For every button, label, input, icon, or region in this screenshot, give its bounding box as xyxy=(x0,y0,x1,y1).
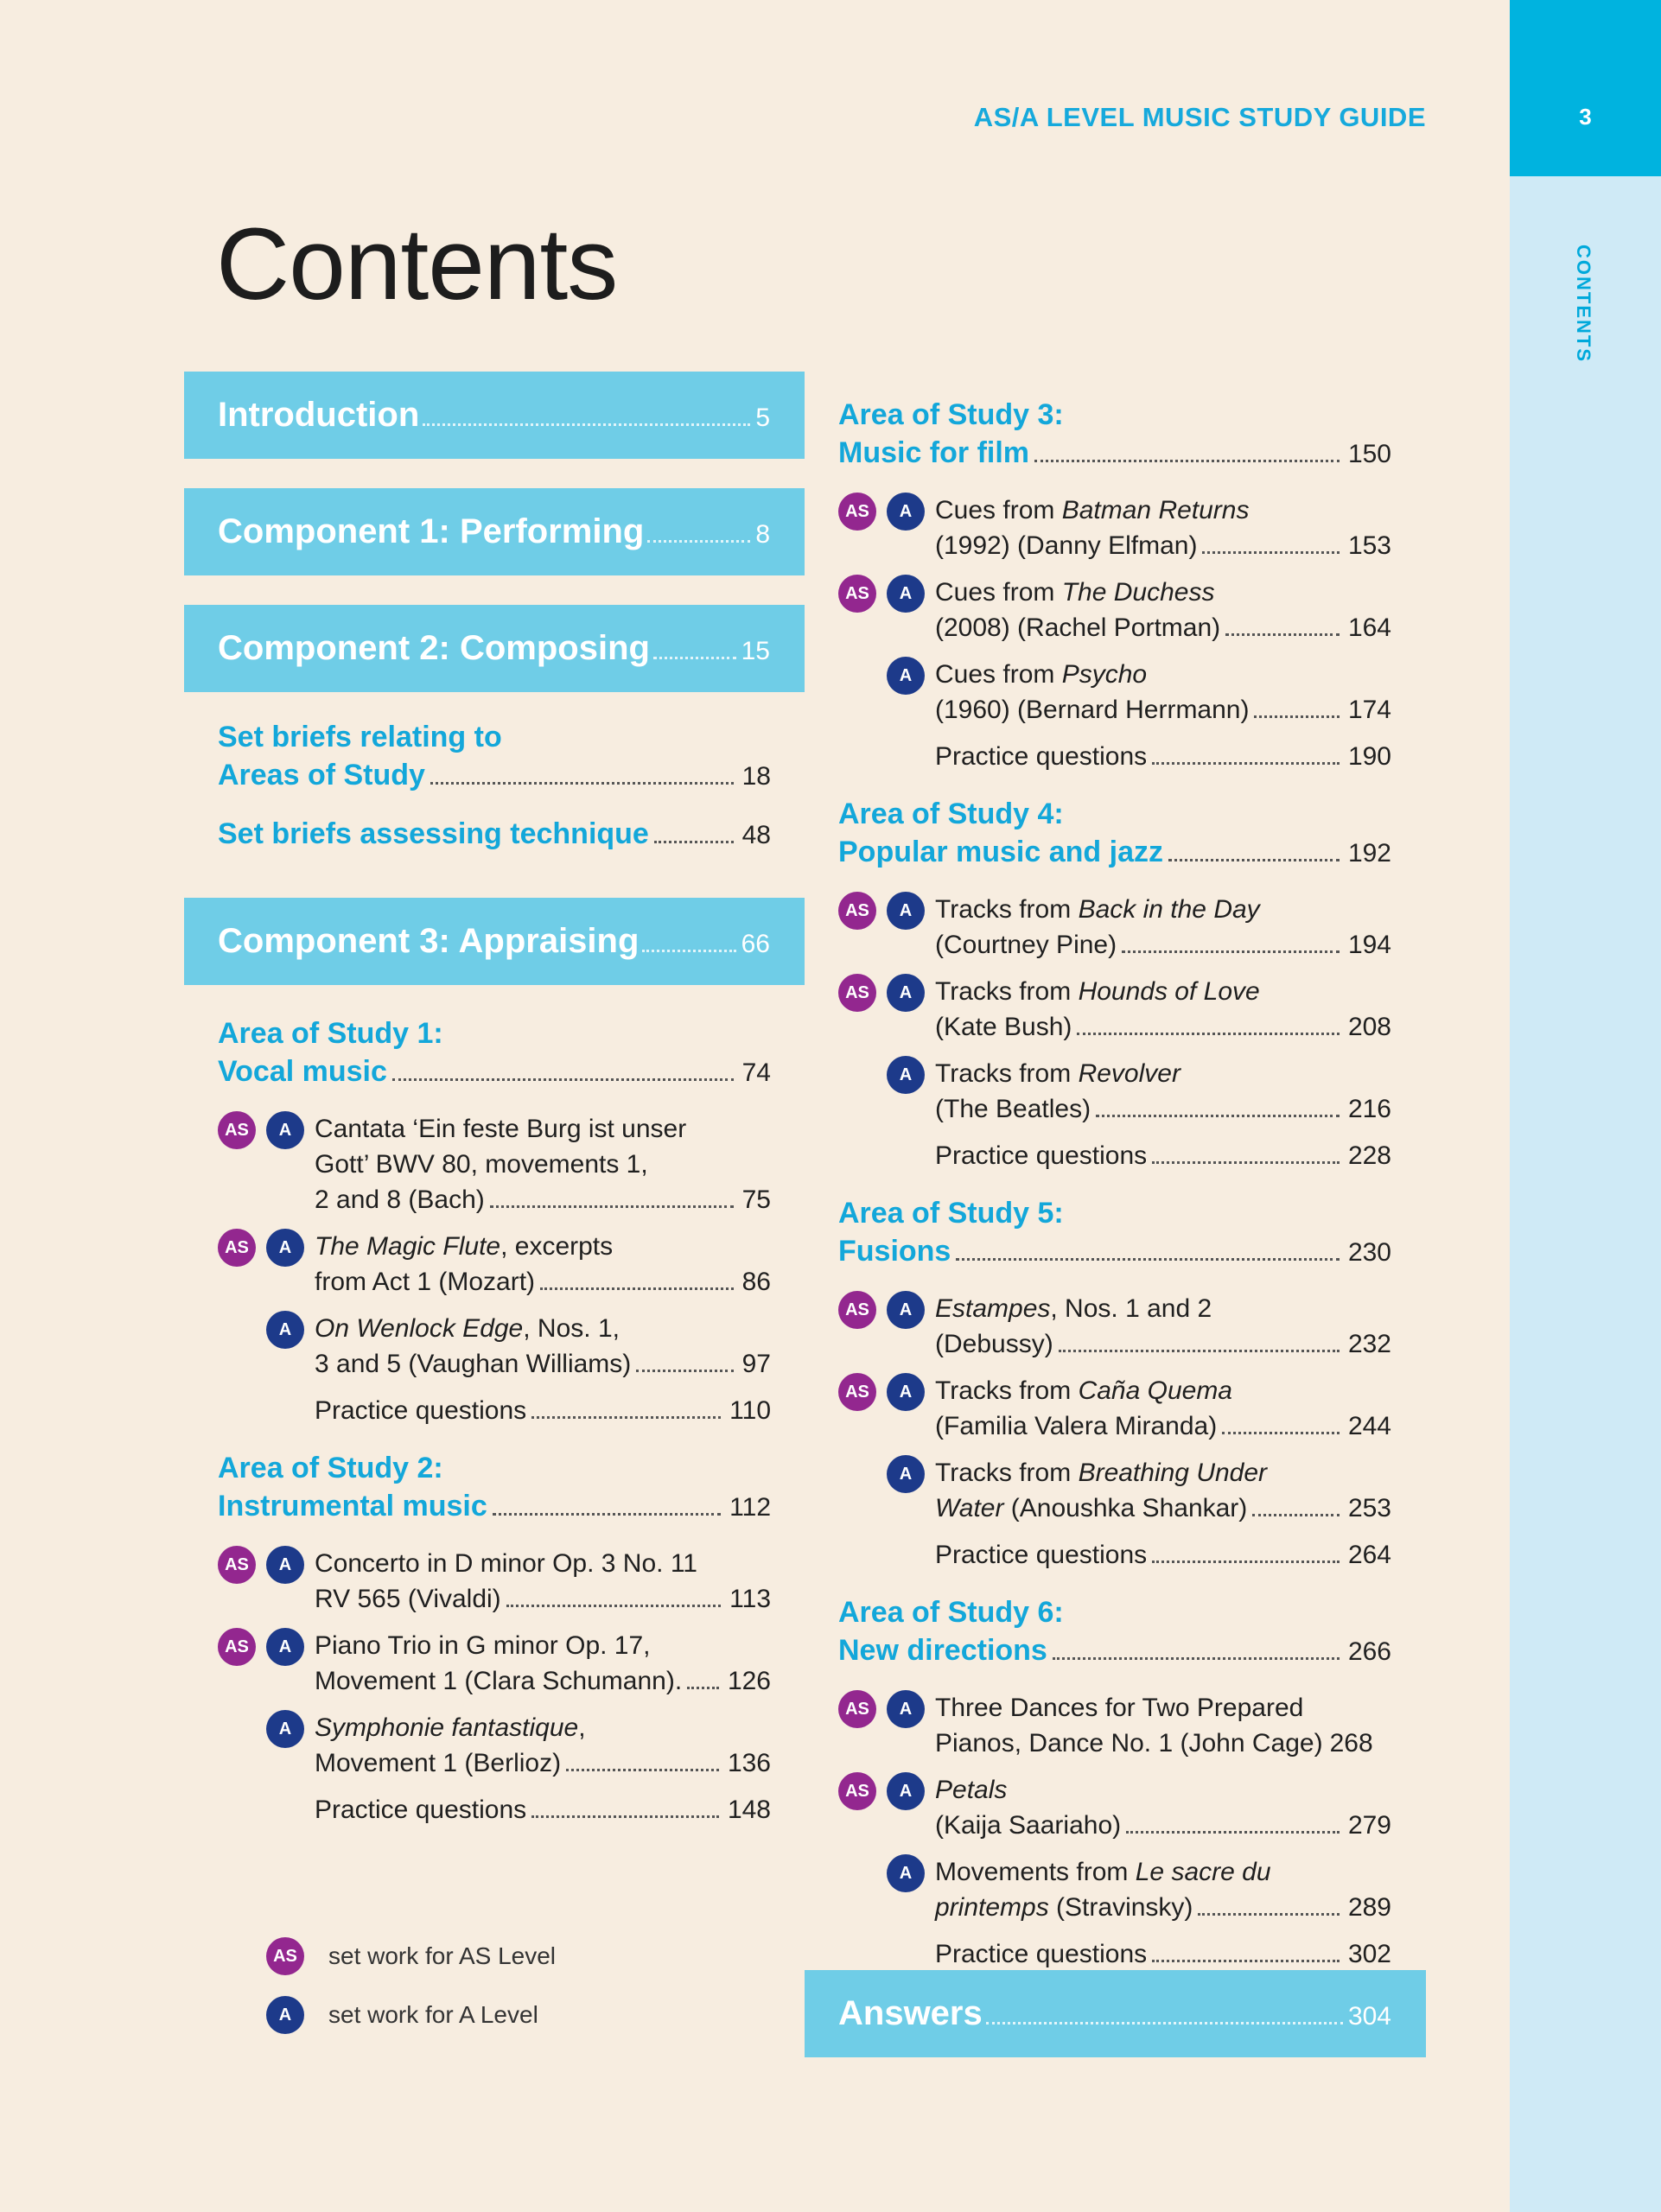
toc-page: 304 xyxy=(1347,2002,1391,2031)
toc-set-work[interactable]: AS A Piano Trio in G minor Op. 17, Movement 1 (Clara Schumann). 126 xyxy=(218,1628,771,1699)
toc-page: 75 xyxy=(741,1185,771,1214)
toc-component-1[interactable] xyxy=(184,488,805,575)
toc-page: 18 xyxy=(741,762,771,791)
area-label: Area of Study 4: xyxy=(838,798,1064,830)
as-badge-icon: AS xyxy=(218,1229,256,1267)
a-badge-icon: A xyxy=(887,493,925,531)
toc-page: 164 xyxy=(1347,613,1391,642)
as-badge-icon: AS xyxy=(218,1628,256,1666)
as-badge-icon: AS xyxy=(218,1111,256,1149)
toc-set-work[interactable]: AS A Tracks from Hounds of Love (Kate Bush) 208 xyxy=(838,974,1391,1045)
a-badge-icon: A xyxy=(887,1373,925,1411)
legend-a: A set work for A Level xyxy=(266,1996,556,2034)
toc-set-work[interactable]: A Movements from Le sacre du printemps (Stravinsky) 289 xyxy=(838,1854,1391,1925)
toc-page: 208 xyxy=(1347,1013,1391,1041)
toc-set-work[interactable]: AS A Three Dances for Two Prepared Pianos, Dance No. 1 (John Cage) 268 xyxy=(838,1690,1391,1761)
as-badge-icon: AS xyxy=(838,1291,876,1329)
toc-set-work[interactable]: AS A Cues from The Duchess (2008) (Rachel Portman) 164 xyxy=(838,575,1391,645)
toc-page: 150 xyxy=(1347,440,1391,468)
toc-introduction[interactable] xyxy=(184,372,805,459)
toc-page: 192 xyxy=(1347,839,1391,868)
toc-page: 279 xyxy=(1347,1811,1391,1840)
as-badge-icon: AS xyxy=(218,1546,256,1584)
area-label: Area of Study 1: xyxy=(218,1017,443,1050)
toc-component-3[interactable] xyxy=(184,898,805,985)
toc-page: 86 xyxy=(741,1268,771,1296)
a-badge-icon: A xyxy=(887,657,925,695)
toc-page: 66 xyxy=(741,930,770,958)
toc-page: 289 xyxy=(1347,1893,1391,1922)
toc-set-work[interactable]: AS A Estampes, Nos. 1 and 2 (Debussy) 232 xyxy=(838,1291,1391,1362)
toc-page: 5 xyxy=(755,404,770,432)
toc-page: 268 xyxy=(1329,1729,1373,1758)
toc-page: 112 xyxy=(729,1493,771,1522)
toc-set-work[interactable]: AS A Concerto in D minor Op. 3 No. 11 RV 565 (Vivaldi) 113 xyxy=(218,1546,771,1617)
area-label: Area of Study 3: xyxy=(838,398,1064,431)
toc-area-6[interactable] xyxy=(838,1593,1391,1671)
toc-set-work[interactable]: A Symphonie fantastique, Movement 1 (Berlioz) 136 xyxy=(218,1710,771,1781)
toc-page: 126 xyxy=(727,1667,771,1695)
section-side-label: CONTENTS xyxy=(1573,245,1594,363)
toc-practice-questions[interactable]: Practice questions 148 xyxy=(218,1792,771,1827)
a-badge-icon: A xyxy=(887,1291,925,1329)
toc-area-4[interactable] xyxy=(838,795,1391,873)
a-badge-icon: A xyxy=(887,1056,925,1094)
toc-set-briefs-areas[interactable] xyxy=(218,718,771,796)
page-number: 3 xyxy=(1579,104,1592,130)
a-badge-icon: A xyxy=(887,1690,925,1728)
area-name: Instrumental music xyxy=(218,1490,487,1522)
toc-page: 74 xyxy=(741,1058,771,1087)
toc-page: 174 xyxy=(1347,696,1391,724)
toc-set-work[interactable]: AS A Cantata ‘Ein feste Burg ist unser Gott’ BWV 80, movements 1, 2 and 8 (Bach) 75 xyxy=(218,1111,771,1217)
toc-page: 253 xyxy=(1347,1494,1391,1522)
toc-area-1[interactable] xyxy=(218,1014,771,1092)
toc-set-work[interactable]: A Cues from Psycho (1960) (Bernard Herrmann) 174 xyxy=(838,657,1391,728)
area-label: Area of Study 5: xyxy=(838,1197,1064,1230)
toc-page: 153 xyxy=(1347,531,1391,560)
toc-page: 190 xyxy=(1347,742,1391,771)
toc-title: Component 2: Composing xyxy=(218,629,650,667)
toc-title: Answers xyxy=(838,1994,983,2032)
toc-set-work[interactable]: A Tracks from Revolver (The Beatles) 216 xyxy=(838,1056,1391,1127)
as-badge-icon: AS xyxy=(838,1373,876,1411)
toc-page: 194 xyxy=(1347,931,1391,959)
toc-page: 232 xyxy=(1347,1330,1391,1358)
toc-page: 216 xyxy=(1347,1095,1391,1123)
as-badge-icon: AS xyxy=(838,892,876,930)
page-number-tab xyxy=(1510,0,1661,176)
a-badge-icon: A xyxy=(266,1710,304,1748)
a-badge-icon: A xyxy=(887,892,925,930)
toc-title: Component 1: Performing xyxy=(218,512,645,550)
a-badge-icon: A xyxy=(887,1854,925,1892)
a-badge-icon: A xyxy=(266,1311,304,1349)
area-label: Area of Study 2: xyxy=(218,1452,443,1484)
a-badge-icon: A xyxy=(266,1996,304,2034)
toc-answers[interactable] xyxy=(805,1970,1426,2057)
toc-page: 97 xyxy=(741,1350,771,1378)
toc-page: 8 xyxy=(755,520,770,549)
toc-title: Set briefs assessing technique xyxy=(218,817,649,850)
toc-set-work[interactable]: A Tracks from Breathing Under Water (Anoushka Shankar) 253 xyxy=(838,1455,1391,1526)
toc-page: 244 xyxy=(1347,1412,1391,1440)
toc-title: Set briefs relating to xyxy=(218,721,502,753)
as-badge-icon: AS xyxy=(838,974,876,1012)
toc-page: 113 xyxy=(729,1585,771,1613)
toc-component-2[interactable] xyxy=(184,605,805,692)
toc-page: 110 xyxy=(729,1396,771,1425)
area-name: Vocal music xyxy=(218,1055,387,1088)
toc-area-2[interactable] xyxy=(218,1449,771,1527)
toc-set-work[interactable]: AS A The Magic Flute, excerpts from Act 1 (Mozart) 86 xyxy=(218,1229,771,1300)
toc-page: 48 xyxy=(741,821,771,849)
a-badge-icon: A xyxy=(266,1546,304,1584)
as-badge-icon: AS xyxy=(266,1937,304,1975)
toc-title: Component 3: Appraising xyxy=(218,922,640,960)
badge-legend xyxy=(266,1937,556,2055)
left-column xyxy=(218,372,771,1848)
toc-page: 136 xyxy=(727,1749,771,1777)
a-badge-icon: A xyxy=(266,1628,304,1666)
page-title: Contents xyxy=(216,207,618,321)
toc-set-work[interactable]: A On Wenlock Edge, Nos. 1, 3 and 5 (Vaughan Williams) 97 xyxy=(218,1311,771,1382)
toc-set-work[interactable]: AS A Petals (Kaija Saariaho) 279 xyxy=(838,1772,1391,1843)
toc-area-5[interactable] xyxy=(838,1194,1391,1272)
toc-area-3[interactable] xyxy=(838,396,1391,474)
toc-page: 15 xyxy=(741,637,770,665)
right-column xyxy=(838,372,1391,1993)
a-badge-icon: A xyxy=(887,1772,925,1810)
toc-title: Areas of Study xyxy=(218,759,425,791)
toc-set-work[interactable]: AS A Tracks from Back in the Day (Courtney Pine) 194 xyxy=(838,892,1391,963)
toc-set-briefs-technique[interactable] xyxy=(218,815,771,855)
as-badge-icon: AS xyxy=(838,575,876,613)
toc-page: 230 xyxy=(1347,1238,1391,1267)
toc-page: 148 xyxy=(727,1796,771,1824)
toc-set-work[interactable]: AS A Tracks from Caña Quema (Familia Valera Miranda) 244 xyxy=(838,1373,1391,1444)
a-badge-icon: A xyxy=(266,1229,304,1267)
a-badge-icon: A xyxy=(887,1455,925,1493)
toc-page: 228 xyxy=(1347,1141,1391,1170)
toc-page: 264 xyxy=(1347,1541,1391,1569)
a-badge-icon: A xyxy=(887,974,925,1012)
area-label: Area of Study 6: xyxy=(838,1596,1064,1629)
area-name: Music for film xyxy=(838,436,1030,469)
toc-practice-questions[interactable]: Practice questions 190 xyxy=(838,739,1391,774)
toc-title: Introduction xyxy=(218,396,420,434)
running-header: AS/A LEVEL MUSIC STUDY GUIDE xyxy=(973,102,1426,132)
toc-page: 266 xyxy=(1347,1637,1391,1666)
toc-page: 302 xyxy=(1347,1940,1391,1968)
toc-practice-questions[interactable]: Practice questions 264 xyxy=(838,1537,1391,1573)
toc-practice-questions[interactable]: Practice questions 110 xyxy=(218,1393,771,1428)
area-name: Fusions xyxy=(838,1235,951,1268)
toc-practice-questions[interactable]: Practice questions 228 xyxy=(838,1138,1391,1173)
area-name: New directions xyxy=(838,1634,1047,1667)
toc-set-work[interactable]: AS A Cues from Batman Returns (1992) (Danny Elfman) 153 xyxy=(838,493,1391,563)
as-badge-icon: AS xyxy=(838,1690,876,1728)
a-badge-icon: A xyxy=(266,1111,304,1149)
legend-as: AS set work for AS Level xyxy=(266,1937,556,1975)
area-name: Popular music and jazz xyxy=(838,836,1163,868)
a-badge-icon: A xyxy=(887,575,925,613)
toc-practice-questions[interactable]: Practice questions 302 xyxy=(838,1936,1391,1972)
as-badge-icon: AS xyxy=(838,1772,876,1810)
as-badge-icon: AS xyxy=(838,493,876,531)
